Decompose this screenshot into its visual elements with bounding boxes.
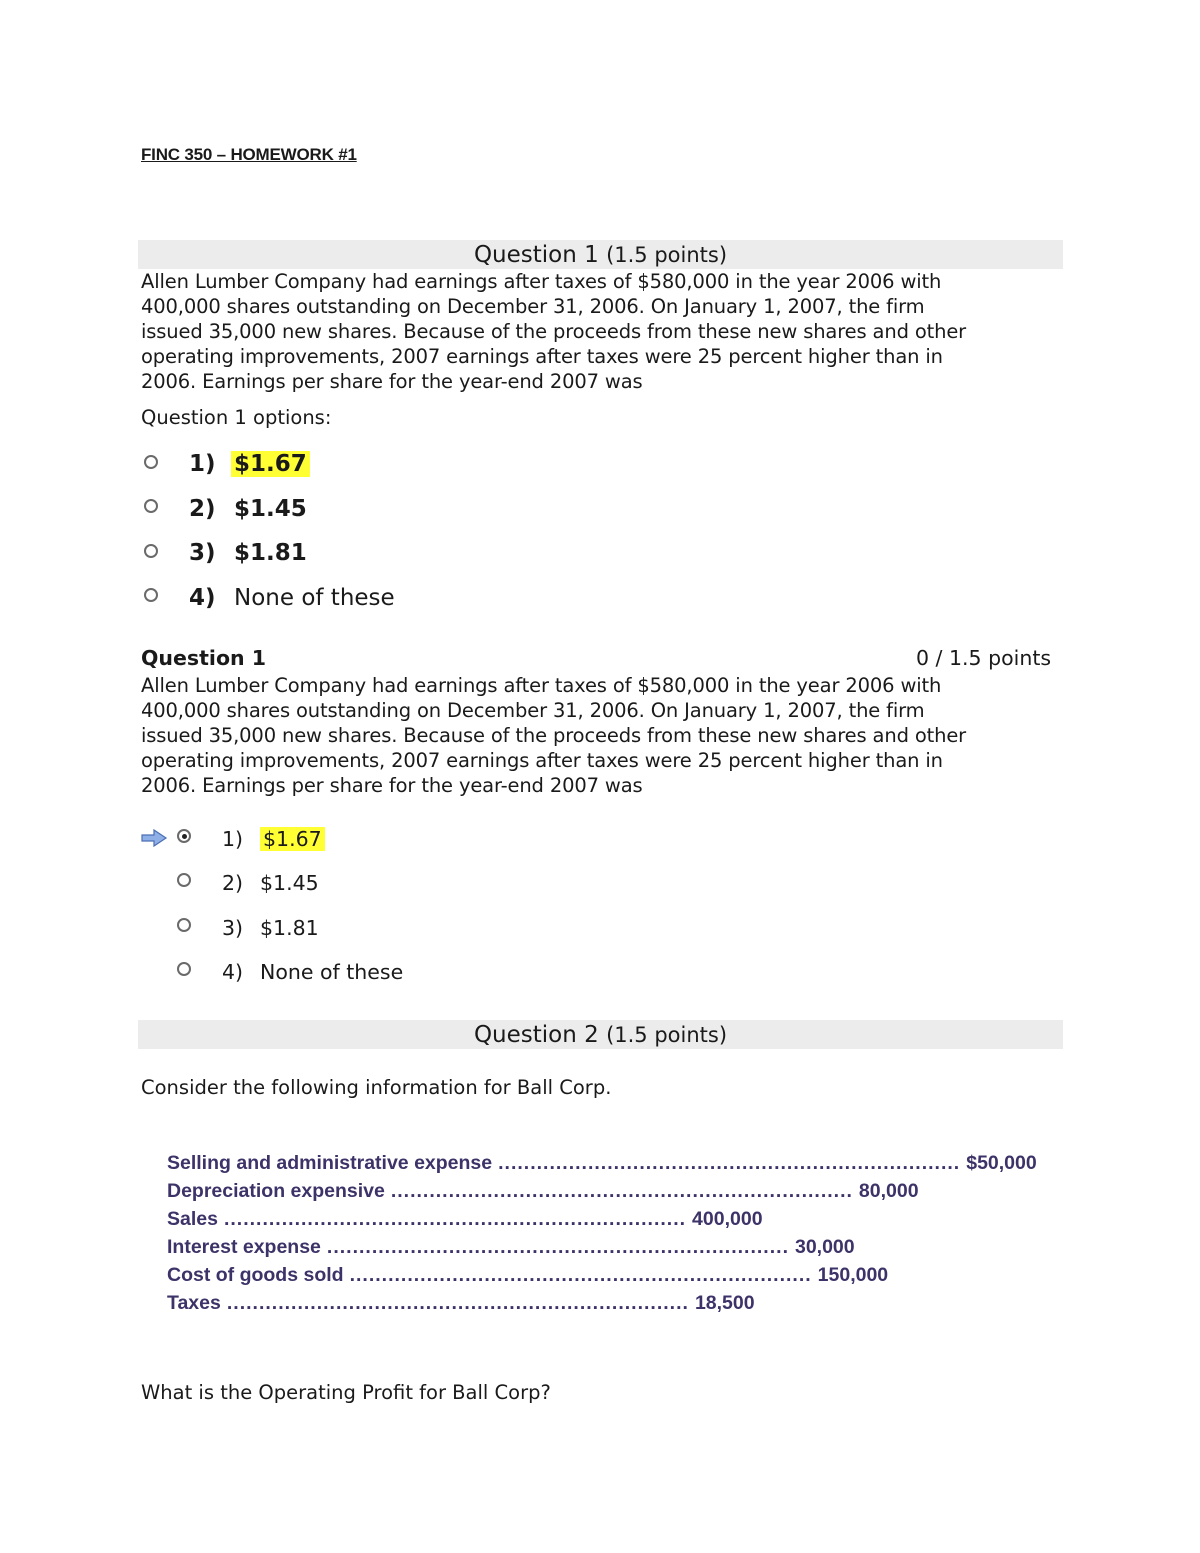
row-amount: 400,000 <box>692 1208 763 1230</box>
row-label: Selling and administrative expense <box>167 1152 493 1174</box>
option-2[interactable] <box>189 494 307 524</box>
result-option-1[interactable] <box>222 825 325 853</box>
question-1-result-line: 2006. Earnings per share for the year-end 2007 was <box>141 774 643 797</box>
option-number: 2) <box>222 871 244 895</box>
table-row <box>167 1208 763 1236</box>
leader-dots: ........................................................................ <box>326 1236 789 1258</box>
option-number: 4) <box>189 585 216 611</box>
question-1-result-score: 0 / 1.5 points <box>916 646 1052 670</box>
question-1-options-label: Question 1 options: <box>141 406 332 429</box>
row-label: Depreciation expensive <box>167 1180 385 1202</box>
option-value: None of these <box>260 960 404 984</box>
leader-dots: ........................................................................ <box>498 1152 961 1174</box>
question-1-result-line: Allen Lumber Company had earnings after taxes of $580,000 in the year 2006 with <box>141 674 942 697</box>
result-option-2[interactable] <box>222 869 319 897</box>
option-value-highlighted: $1.67 <box>260 827 325 851</box>
option-4[interactable] <box>189 583 395 613</box>
result-option-3[interactable] <box>222 914 319 942</box>
table-row <box>167 1180 919 1208</box>
option-value: None of these <box>234 585 395 611</box>
question-1-line: Allen Lumber Company had earnings after taxes of $580,000 in the year 2006 with <box>141 270 942 293</box>
question-1-result-line: 400,000 shares outstanding on December 31, 2006. On January 1, 2007, the firm <box>141 699 925 722</box>
question-1-result-line: issued 35,000 new shares. Because of the proceeds from these new shares and other <box>141 724 967 747</box>
question-1-heading: Question 1 <box>473 242 599 268</box>
row-label: Sales <box>167 1208 218 1230</box>
question-1-line: 2006. Earnings per share for the year-end 2007 was <box>141 370 643 393</box>
question-1-points: (1.5 points) <box>606 243 728 267</box>
leader-dots: ........................................................................ <box>223 1208 687 1230</box>
table-row <box>167 1292 755 1320</box>
option-number: 2) <box>189 496 216 522</box>
question-1-result-text <box>141 673 1066 798</box>
question-1-line: 400,000 shares outstanding on December 31, 2006. On January 1, 2007, the firm <box>141 295 925 318</box>
result-option-3-radio[interactable] <box>177 918 191 932</box>
option-2-radio[interactable] <box>144 499 158 513</box>
leader-dots: ........................................................................ <box>390 1180 853 1202</box>
financial-table <box>167 1152 1037 1320</box>
table-row <box>167 1264 889 1292</box>
question-1-line: issued 35,000 new shares. Because of the proceeds from these new shares and other <box>141 320 967 343</box>
row-amount: 30,000 <box>794 1236 855 1258</box>
option-number: 4) <box>222 960 244 984</box>
document-title: FINC 350 – HOMEWORK #1 <box>141 145 357 164</box>
result-option-2-radio[interactable] <box>177 873 191 887</box>
option-number: 1) <box>222 827 244 851</box>
row-label: Interest expense <box>167 1236 321 1258</box>
table-row <box>167 1236 855 1264</box>
option-3-radio[interactable] <box>144 544 158 558</box>
leader-dots: ........................................................................ <box>226 1292 689 1314</box>
row-amount: 80,000 <box>858 1180 919 1202</box>
result-option-4[interactable] <box>222 958 403 986</box>
question-1-result-heading: Question 1 <box>141 646 267 670</box>
question-1-text <box>141 269 1066 394</box>
row-label: Cost of goods sold <box>167 1264 344 1286</box>
option-number: 3) <box>222 916 244 940</box>
option-value: $1.45 <box>260 871 319 895</box>
question-1-result-line: operating improvements, 2007 earnings after taxes were 25 percent higher than in <box>141 749 943 772</box>
question-2-header <box>138 1020 1063 1049</box>
question-2-prompt: What is the Operating Profit for Ball Corp? <box>141 1381 551 1404</box>
option-value: $1.81 <box>260 916 319 940</box>
option-value-highlighted: $1.67 <box>231 451 310 477</box>
table-row <box>167 1152 1037 1180</box>
option-value: $1.45 <box>234 496 307 522</box>
row-amount: 50,000 <box>977 1152 1037 1174</box>
option-number: 1) <box>189 451 216 477</box>
option-4-radio[interactable] <box>144 588 158 602</box>
option-number: 3) <box>189 540 216 566</box>
question-1-line: operating improvements, 2007 earnings after taxes were 25 percent higher than in <box>141 345 943 368</box>
question-2-heading: Question 2 <box>473 1022 599 1048</box>
option-1[interactable] <box>189 449 310 479</box>
question-2-points: (1.5 points) <box>606 1023 728 1047</box>
selected-arrow-icon <box>141 829 167 847</box>
row-amount: 18,500 <box>694 1292 755 1314</box>
option-1-radio[interactable] <box>144 455 158 469</box>
result-option-1-radio[interactable] <box>177 829 191 843</box>
leader-dots: ........................................................................ <box>349 1264 812 1286</box>
row-label: Taxes <box>167 1292 221 1314</box>
result-option-4-radio[interactable] <box>177 962 191 976</box>
question-2-intro: Consider the following information for Ball Corp. <box>141 1076 612 1099</box>
question-1-header <box>138 240 1063 269</box>
option-value: $1.81 <box>234 540 307 566</box>
option-3[interactable] <box>189 538 307 568</box>
row-amount: 150,000 <box>817 1264 889 1286</box>
row-currency: $ <box>966 1152 978 1174</box>
